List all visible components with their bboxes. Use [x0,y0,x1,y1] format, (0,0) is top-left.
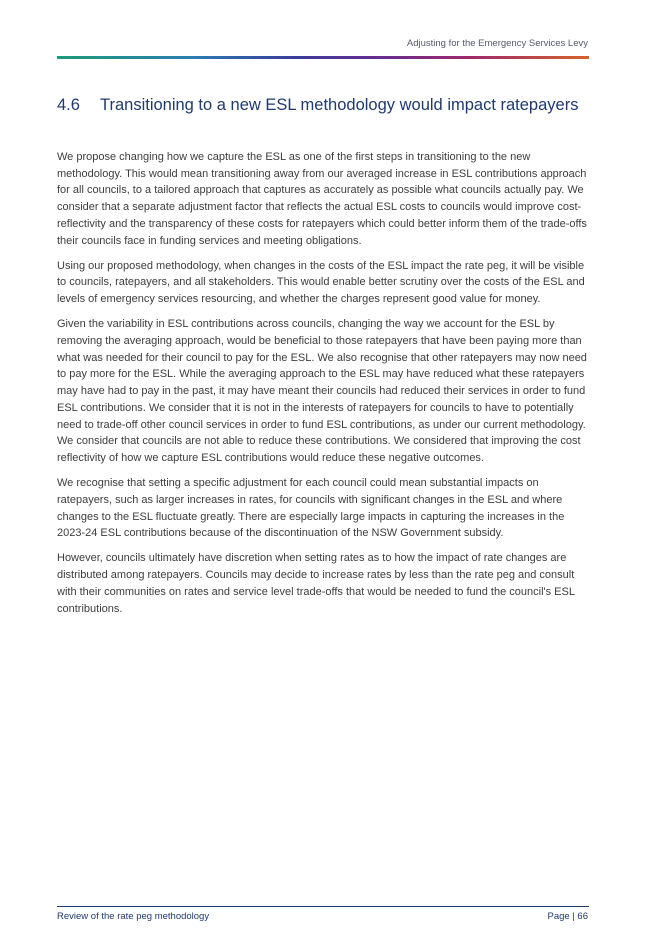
paragraph: Given the variability in ESL contributions across councils, changing the way we account for the ESL by removing the averaging approach, would be beneficial to those ratepayers that have been paying more than what was needed for their council to pay for the ESL. We also recognise that other ratepayers may now need to pay more for the ESL. While the averaging approach to the ESL may have reduced what these ratepayers may have had to pay in the past, it may have meant their councils had reduced their services in order to fund ESL contributions. We consider that it is not in the interests of ratepayers for councils to have to potentially need to trade-off other council services in order to fund ESL contributions, as under our current methodology. We consider that councils are not able to reduce these contributions. We considered that improving the cost reflectivity of how we capture ESL contributions would reduce these negative outcomes. [57,318,587,464]
running-header: Adjusting for the Emergency Services Levy [406,38,588,49]
paragraph: We recognise that setting a specific adjustment for each council could mean substantial impacts on ratepayers, such as larger increases in rates, for councils with significant changes in the ESL and where changes to the ESL fluctuate greatly. There are especially large impacts in capturing the increases in the 2023-24 ESL contributions because of the discontinuation of the NSW Government subsidy. [57,477,565,540]
paragraph: We propose changing how we capture the ESL as one of the first steps in transitioning to the new methodology. This would mean transitioning away from our averaged increase in ESL contributions approach for all councils, to a tailored approach that captures as accurately as possible what councils actually pay. We consider that a separate adjustment factor that reflects the actual ESL costs to councils would improve cost-reflectivity and the transparency of these costs for ratepayers which could better inform them of the trade-offs their councils face in funding services and meeting obligations. [57,151,587,247]
footer-rule [57,906,589,907]
header-gradient-rule [57,56,589,59]
section-heading [57,95,587,115]
footer-document-title: Review of the rate peg methodology [57,911,210,922]
footer-page-number: Page | 66 [547,911,588,922]
paragraph: However, councils ultimately have discretion when setting rates as to how the impact of rate changes are distributed among ratepayers. Councils may decide to increase rates by less than the rate peg and consult with their communities on rates and service level trade-offs that would be needed to fund the council's ESL contributions. [57,552,575,615]
section-number: 4.6 [57,96,80,114]
body-text [57,149,589,626]
section-title: Transitioning to a new ESL methodology would impact ratepayers [100,96,579,114]
paragraph: Using our proposed methodology, when changes in the costs of the ESL impact the rate peg, it will be visible to councils, ratepayers, and all stakeholders. This would enable better scrutiny over the costs of the ESL and levels of emergency services resourcing, and whether the charges represent good value for money. [57,259,585,306]
